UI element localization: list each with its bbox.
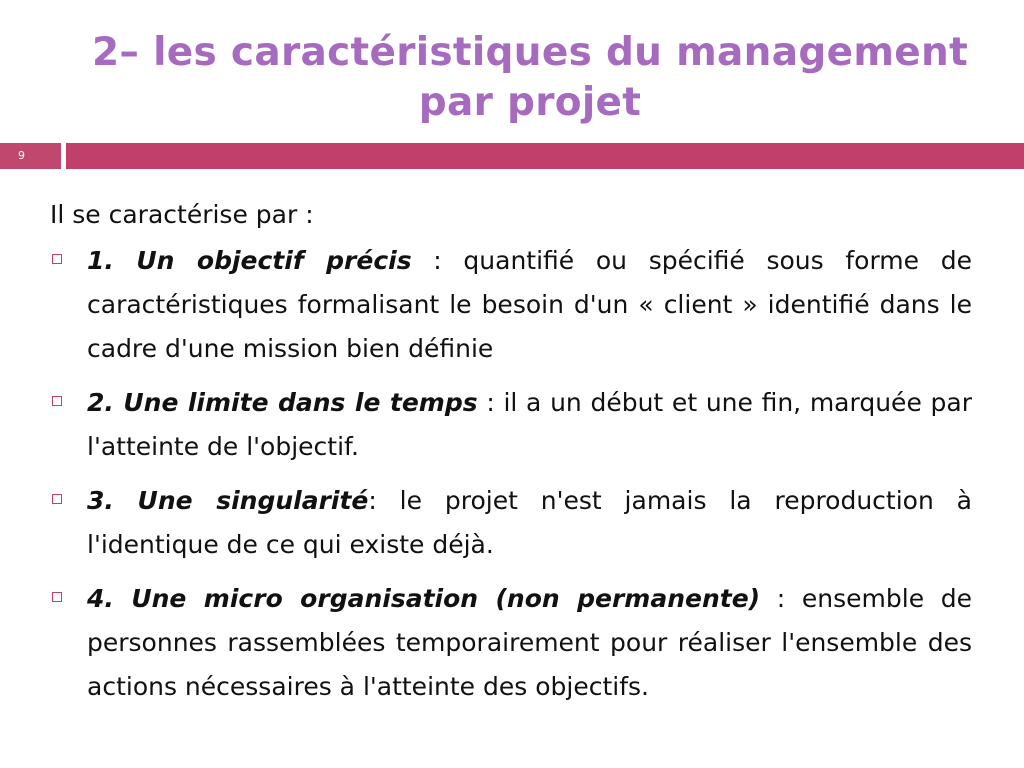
bullet-text: : ensemble de personnes rassemblées temporairement pour réaliser l'ensemble des actions nécessaires à l'atteinte des objectifs. <box>87 584 973 701</box>
square-bullet-icon <box>52 254 62 264</box>
slide-title: 2– les caractéristiques du management par projet <box>91 30 969 125</box>
bullet-text: : il a un début et une fin, marquée par l'atteinte de l'objectif. <box>87 388 972 461</box>
bullet-term: 3. Une singularité <box>87 486 369 515</box>
bullet-list <box>50 239 972 709</box>
bullet-item <box>50 381 972 469</box>
bullet-item <box>50 239 972 371</box>
bullet-text: : quantifié ou spécifié sous forme de caractéristiques formalisant le besoin d'un « client » identifié dans le cadre d'une mission bien définie <box>87 246 972 363</box>
bullet-term: 4. Une micro organisation (non permanente) <box>87 584 761 613</box>
bullet-text: : le projet n'est jamais la reproduction à l'identique de ce qui existe déjà. <box>87 486 973 559</box>
slide-content <box>50 193 972 719</box>
accent-bar <box>0 143 1024 169</box>
page-number: 9 <box>0 143 61 169</box>
square-bullet-icon <box>52 396 62 406</box>
bullet-item <box>50 479 972 567</box>
square-bullet-icon <box>52 494 62 504</box>
intro-text: Il se caractérise par : <box>50 200 314 229</box>
bullet-item <box>50 577 972 709</box>
bullet-term: 1. Un objectif précis <box>87 246 412 275</box>
bullet-term: 2. Une limite dans le temps <box>87 388 478 417</box>
square-bullet-icon <box>52 592 62 602</box>
accent-line <box>66 143 1024 169</box>
